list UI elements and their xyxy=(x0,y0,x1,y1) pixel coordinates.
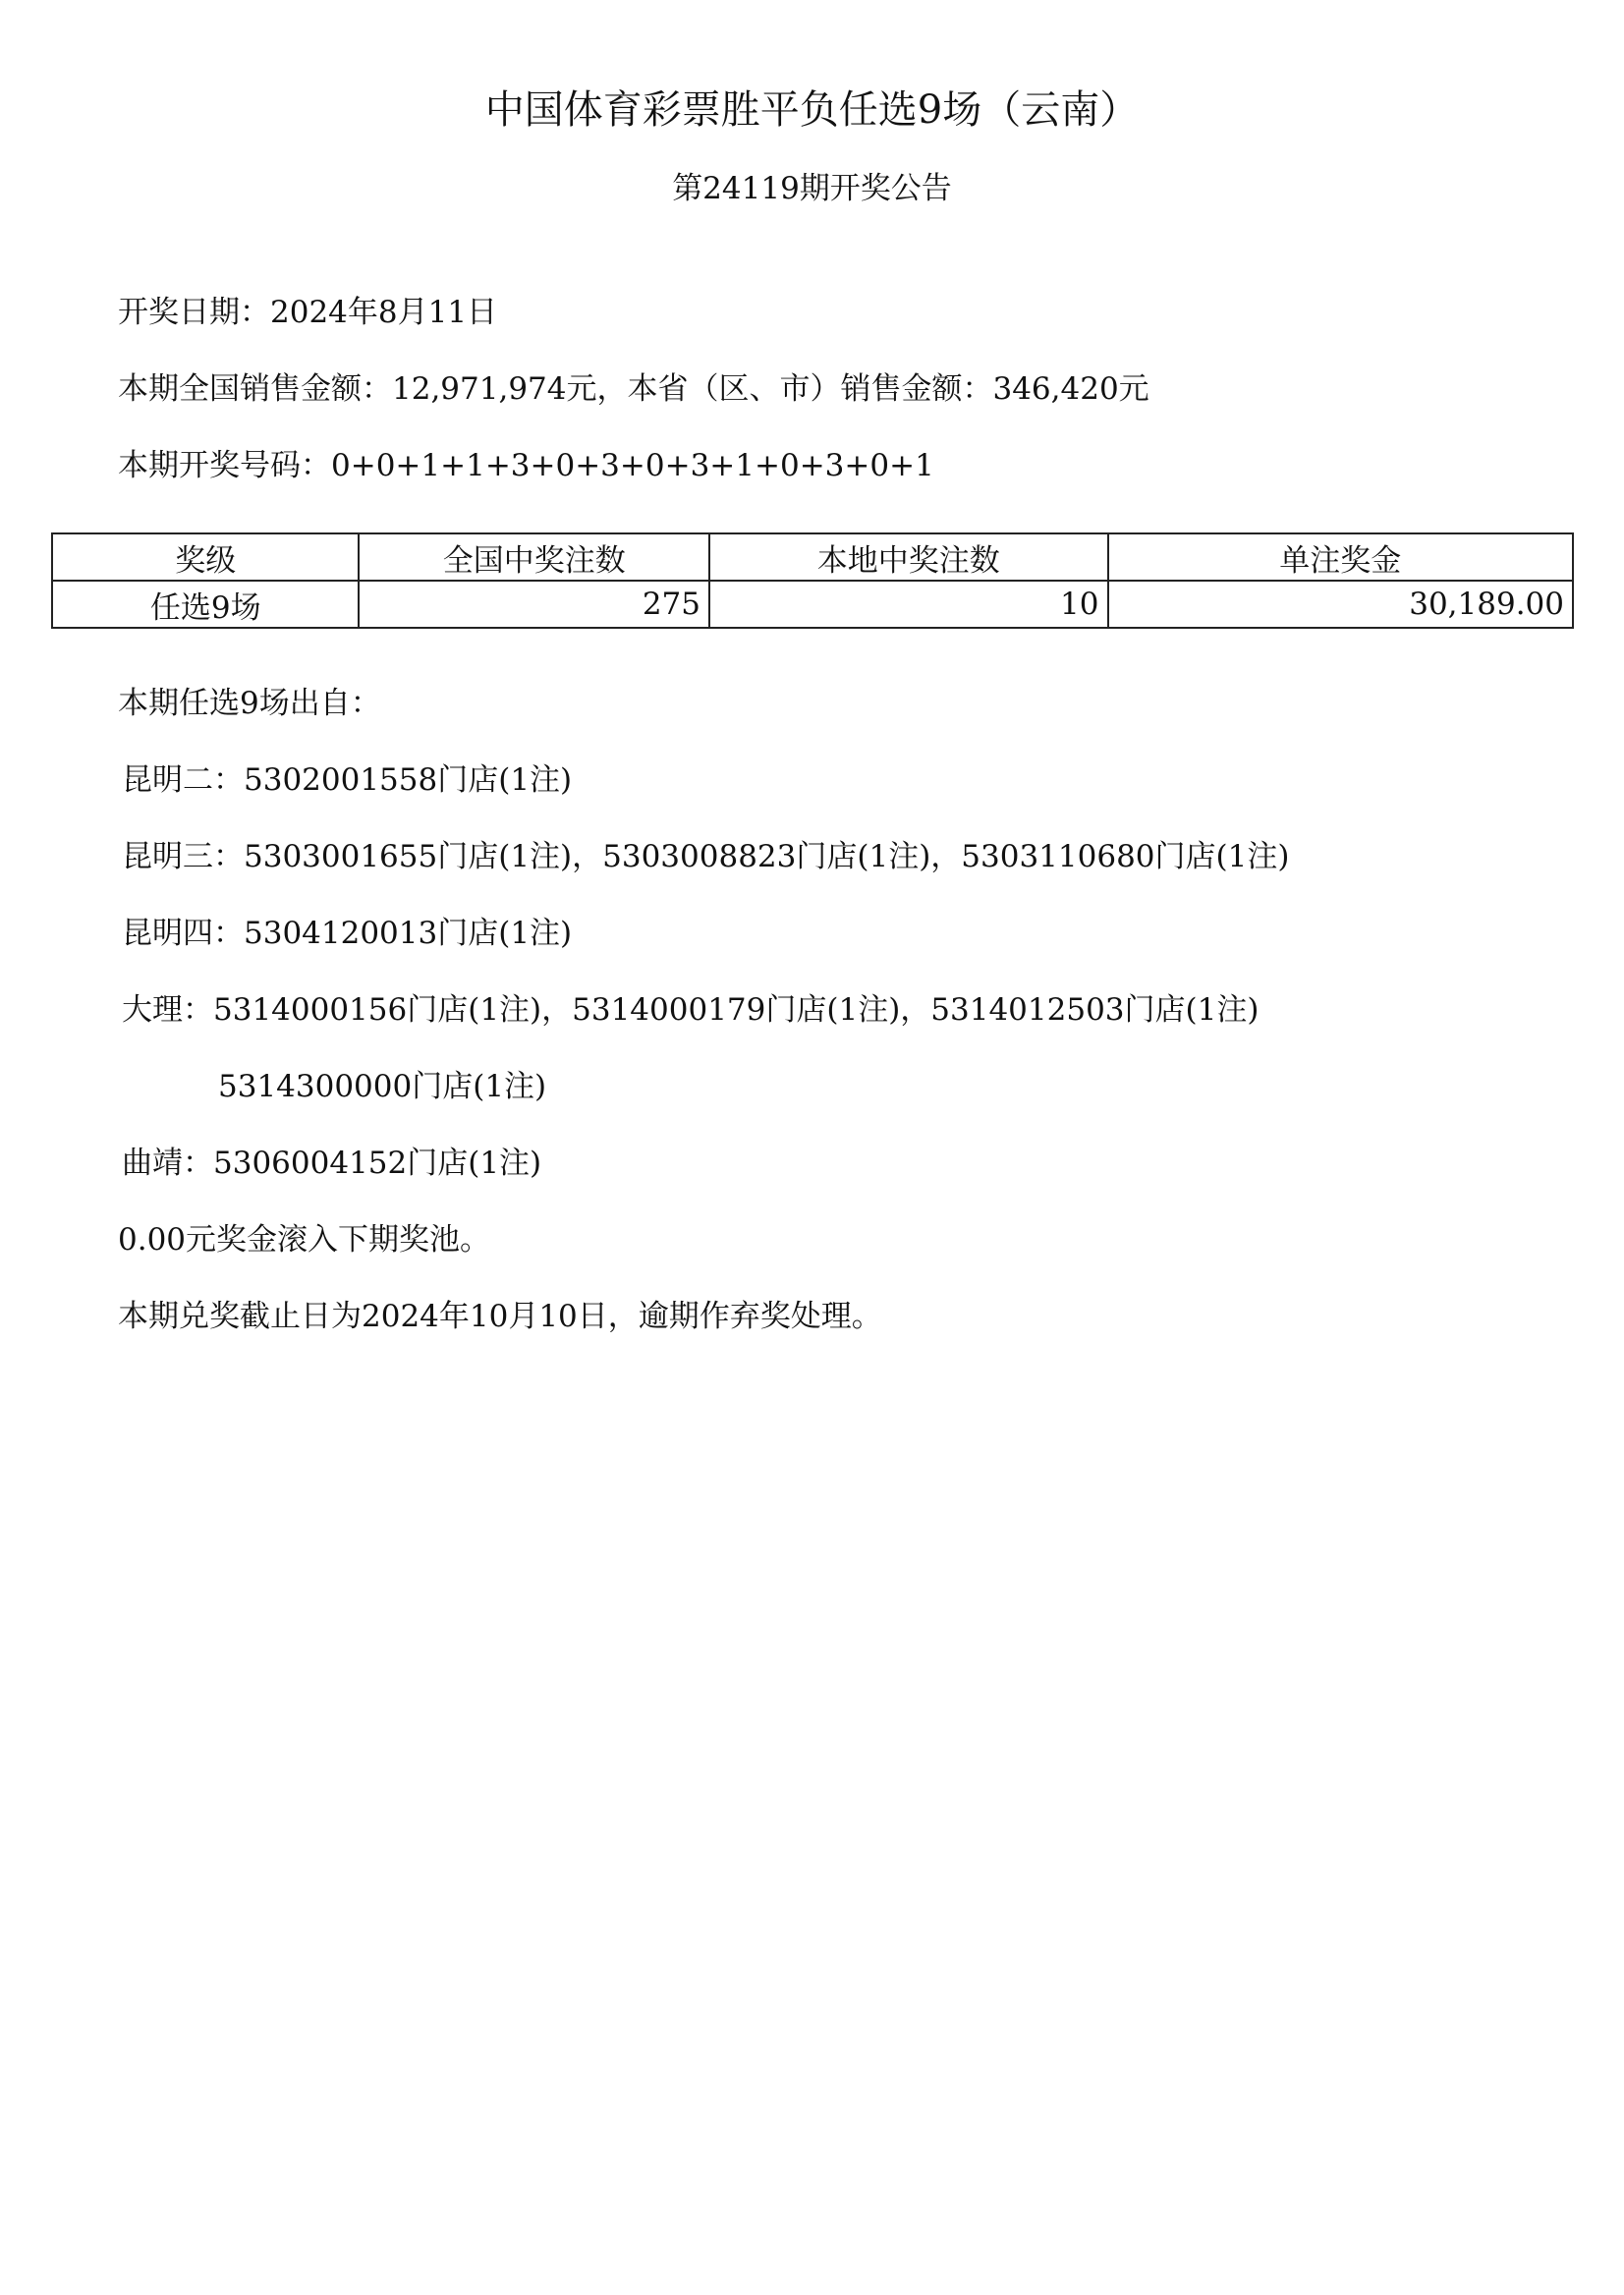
header-prize: 单注奖金 xyxy=(1108,533,1574,581)
winner-line-qujing: 曲靖：5306004152门店(1注) xyxy=(122,1146,542,1181)
table-header-row xyxy=(52,533,1573,581)
header-level: 奖级 xyxy=(52,533,359,581)
winner-line-dali-cont: 5314300000门店(1注) xyxy=(218,1069,547,1104)
winner-line-kunming4: 昆明四：5304120013门店(1注) xyxy=(122,916,573,951)
cell-local-count: 10 xyxy=(709,581,1108,628)
deadline-note: 本期兑奖截止日为2024年10月10日，逾期作弃奖处理。 xyxy=(118,1299,882,1334)
page-title: 中国体育彩票胜平负任选9场（云南） xyxy=(484,87,1140,133)
sales-amount: 本期全国销售金额：12,971,974元，本省（区、市）销售金额：346,420元 xyxy=(118,371,1149,407)
cell-prize: 30,189.00 xyxy=(1108,581,1574,628)
winner-line-kunming3: 昆明三：5303001655门店(1注)，5303008823门店(1注)，5303110680门店(1注) xyxy=(122,839,1290,874)
table-row xyxy=(52,581,1573,628)
winning-numbers: 本期开奖号码：0+0+1+1+3+0+3+0+3+1+0+3+0+1 xyxy=(118,448,934,483)
winners-heading: 本期任选9场出自： xyxy=(118,686,381,721)
prize-table xyxy=(51,532,1574,629)
winner-line-dali: 大理：5314000156门店(1注)，5314000179门店(1注)，5314012503门店(1注) xyxy=(122,992,1260,1028)
rollover-note: 0.00元奖金滚入下期奖池。 xyxy=(118,1222,491,1258)
cell-national-count: 275 xyxy=(359,581,709,628)
cell-level: 任选9场 xyxy=(52,581,359,628)
draw-date: 开奖日期：2024年8月11日 xyxy=(118,295,498,330)
header-local-count: 本地中奖注数 xyxy=(709,533,1108,581)
header-national-count: 全国中奖注数 xyxy=(359,533,709,581)
issue-subtitle: 第24119期开奖公告 xyxy=(672,171,952,206)
winner-line-kunming2: 昆明二：5302001558门店(1注) xyxy=(122,762,573,798)
